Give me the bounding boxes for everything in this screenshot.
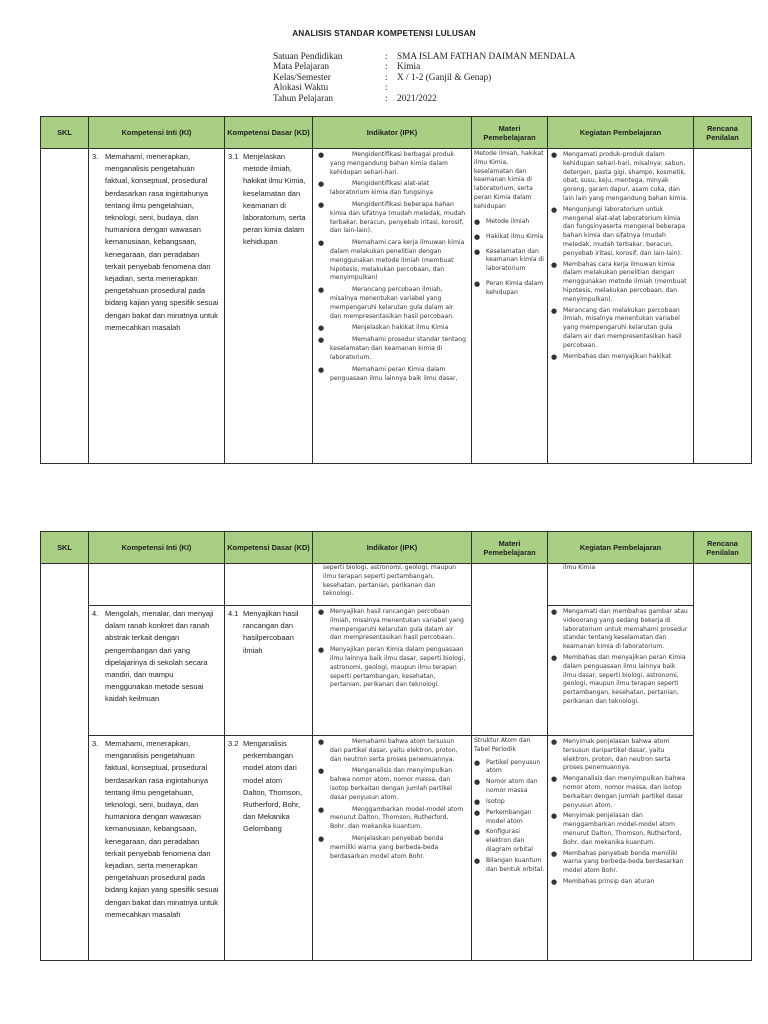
materi-text: Peran Kimia dalam kehidupan xyxy=(486,279,544,296)
list-item xyxy=(474,248,545,274)
kd-number: 3.2 xyxy=(228,739,239,748)
bullet-icon: ● xyxy=(318,834,325,843)
bullet-icon: ● xyxy=(474,758,481,767)
meta-row-alokasi xyxy=(273,83,576,93)
ipk-text: Merancang percobaan ilmiah, misalnya menentukan variabel yang mempengaruhi kelarutan gula dalam air dan mempresentasikan hasil percobaan. xyxy=(330,286,455,320)
ipk-cell xyxy=(313,736,472,961)
header-kegiatan: Kegiatan Pembelajaran xyxy=(548,532,694,564)
list-item xyxy=(318,767,466,802)
ipk-text: Menggambarkan model-model atom menurut Dalton, Thomson, Rutherford, Bohr, dan mekanika kuantum. xyxy=(330,805,464,831)
meta-sep: : xyxy=(385,93,388,104)
bullet-icon: ● xyxy=(551,608,558,616)
bullet-icon: ● xyxy=(318,180,325,189)
ki-cell xyxy=(89,606,225,736)
kegiatan-text: Mengunjungi laboratorium untuk mengenal alat-alat laboratorium kimia dan fungsinyaserta mengenal beberapa bahan kimia dan sifatnya (mudah meledak, mudah terbakar, beracun, penyebab iritasi, korosif, dan lain-lain). xyxy=(563,205,686,257)
kd-text: Menganalisis perkembangan model atom dari model atom Dalton, Thomson, Rutherford, Bohr, dan Mekanika Gelombang xyxy=(243,739,303,834)
list-item xyxy=(551,206,690,259)
list-item xyxy=(318,239,466,283)
list-item xyxy=(551,654,690,707)
materi-text: Perkembangan model atom xyxy=(486,808,532,825)
ipk-text: Menyajikan peran Kimia dalam penguasaan ilmu lainnya baik ilmu dasar, seperti biologi, astronomi, geologi, maupun ilmu terapan seperti pertambangan, kesehatan, pertanian, perikanan dan teknologi. xyxy=(330,646,466,689)
list-item xyxy=(318,366,466,384)
kegiatan-text: ilmu Kimia xyxy=(563,564,596,571)
ipk-cell xyxy=(313,564,472,606)
materi-text: Bilangan kuantum dan bentuk orbital. xyxy=(486,856,545,873)
bullet-icon: ● xyxy=(318,151,325,159)
materi-cell xyxy=(472,564,548,736)
materi-cell xyxy=(472,149,548,464)
ipk-text: Memahami peran Kimia dalam penguasaan ilmu lainnya baik ilmu dasar, xyxy=(330,365,458,382)
table-row xyxy=(41,564,752,606)
bullet-icon: ● xyxy=(474,279,481,288)
materi-text: Partikel penyusun atom xyxy=(486,758,541,775)
list-item xyxy=(318,201,466,236)
bullet-icon: ● xyxy=(474,808,481,817)
bullet-icon: ● xyxy=(551,352,558,361)
ipk-text: seperti biologi, astronomi, geologi, maupun ilmu terapan seperti pertambangan, kesehatan, pertanian, perikanan dan teknologi. xyxy=(323,564,457,598)
list-item xyxy=(318,835,466,861)
header-ki: Kompetensi Inti (KI) xyxy=(89,117,225,149)
bullet-icon: ● xyxy=(551,306,558,315)
materi-summary: Metode ilmiah, hakikat ilmu Kimia, keselamatan dan keamanan kimia di laboratorium, serta peran Kimia dalam kehidupan xyxy=(474,150,544,210)
document-meta xyxy=(273,52,576,104)
materi-cell xyxy=(472,736,548,961)
ki-number: 3. xyxy=(92,152,99,161)
ipk-text: Menyajikan hasil rancangan percobaan ilmiah, misalnya menentukan variabel yang mempengaruhi kelarutan gula dalam air dan mempresentasikan hasil percobaan. xyxy=(330,608,464,642)
bullet-icon: ● xyxy=(318,286,325,295)
kegiatan-text: Membahas cara kerja ilmuwan kimia dalam melakukan penelitian dengan menggunakan metode ilmiah (membuat hipotesis, melakukan percobaan, dan menyimpulkan). xyxy=(563,260,687,303)
kd-cell xyxy=(225,736,313,961)
list-item xyxy=(318,608,466,643)
ipk-cell xyxy=(313,606,472,736)
list-item xyxy=(474,778,545,796)
ki-number: 4. xyxy=(92,609,99,618)
list-item xyxy=(474,857,545,875)
materi-text: Konfigurasi elektron dan diagram orbital xyxy=(486,828,533,853)
kd-number: 4.1 xyxy=(228,609,239,618)
meta-row-mapel xyxy=(273,62,576,72)
list-item xyxy=(318,180,466,198)
list-item xyxy=(474,798,545,807)
kegiatan-text: Menganalisis dan menyimpulkan bahwa nomor atom, nomor massa, dan isotop berkaitan dengan jumlah partikel dasar penyusun atom. xyxy=(563,775,686,809)
list-item xyxy=(551,738,690,773)
bullet-icon: ● xyxy=(318,738,325,746)
list-item xyxy=(551,850,690,876)
list-item xyxy=(474,233,545,242)
kd-cell xyxy=(225,149,313,464)
meta-sep: : xyxy=(385,52,388,62)
list-item xyxy=(318,336,466,362)
ipk-text: Menganalisis dan menyimpulkan bahwa nomor atom, nomor massa, dan isotop berkaitan dengan jumlah partikel dasar penyusun atom. xyxy=(330,767,453,801)
meta-sep: : xyxy=(385,72,388,83)
meta-key: Kelas/Semester xyxy=(273,72,331,83)
kegiatan-cell xyxy=(548,736,694,961)
bullet-icon: ● xyxy=(551,260,558,269)
bullet-icon: ● xyxy=(474,217,481,226)
header-penilaian: Rencana Penilalan xyxy=(694,532,752,564)
ipk-text: Menjelaskan hakikat ilmu Kimia xyxy=(352,324,449,332)
bullet-icon: ● xyxy=(318,200,325,209)
meta-value: 2021/2022 xyxy=(397,93,437,104)
list-item xyxy=(551,812,690,847)
kegiatan-text: Membahas dan menyajikan hakikat xyxy=(563,352,672,360)
header-kd: Kompetensi Dasar (KD) xyxy=(225,117,313,149)
list-item xyxy=(551,878,690,887)
bullet-icon: ● xyxy=(551,205,558,214)
header-skl: SKL xyxy=(41,117,89,149)
meta-value: X / 1-2 (Ganjil & Genap) xyxy=(397,72,492,83)
penilaian-cell xyxy=(694,564,752,961)
bullet-icon: ● xyxy=(318,646,325,655)
kegiatan-text: Membahas dan menyajikan peran Kimia dalam penguasaan ilmu lainnya baik ilmu dasar, seperti biologi, astronomi, geologi, maupun ilmu terapan seperti pertambangan, kesehatan, pertanian, perikanan dan teknologi. xyxy=(563,653,686,705)
bullet-icon: ● xyxy=(551,877,558,886)
penilaian-cell xyxy=(694,149,752,464)
meta-key: Mata Pelajaran xyxy=(273,62,330,73)
list-item xyxy=(551,353,690,362)
competency-table-1 xyxy=(40,116,752,464)
kd-cell xyxy=(225,564,313,606)
ki-cell xyxy=(89,736,225,961)
list-item xyxy=(318,646,466,690)
meta-key: Alokasi Waktu xyxy=(273,83,329,94)
materi-text: Keselamatan dan keamanan kimia di laboratorium xyxy=(486,247,544,273)
bullet-icon: ● xyxy=(318,239,325,248)
kegiatan-cell xyxy=(548,564,694,606)
bullet-icon: ● xyxy=(474,797,481,806)
ki-number: 3. xyxy=(92,739,99,748)
ki-text: Memahami, menerapkan, menganalisis pengetahuan faktual, konseptual, prosedural berdasarkan rasa ingintahunya tentang ilmu pengetahuan, teknologi, seni, budaya, dan humaniora dengan wawasan kemanusiaan, kebangsaan, kenegaraan, dan peradaban terkait penyebab fenomena dan kejadian, serta menerapkan pengetahuan prosedural pada bidang kajian yang spesifik sesuai dengan bakat dan minatnya untuk memecahkan masalah xyxy=(105,739,219,919)
bullet-icon: ● xyxy=(551,812,558,821)
table-header-row xyxy=(41,117,752,149)
header-penilaian: Rencana Penilalan xyxy=(694,117,752,149)
list-item xyxy=(474,218,545,227)
list-item xyxy=(474,759,545,777)
bullet-icon: ● xyxy=(551,653,558,662)
list-item xyxy=(474,809,545,827)
list-item xyxy=(551,261,690,305)
header-ki: Kompetensi Inti (KI) xyxy=(89,532,225,564)
meta-row-tahun xyxy=(273,94,576,104)
bullet-icon: ● xyxy=(474,247,481,256)
header-ipk: Indikator (IPK) xyxy=(313,117,472,149)
kegiatan-text: Mengamati produk-produk dalam kehidupan sehari-hari, misalnya: sabun, detergen, pasta gigi, shampo, kosmetik, obat, susu, keju, mentega, minyak goreng, garam dapur, asam cuka, dan lain lain yang mengandung bahan kimia. xyxy=(563,151,688,202)
table-row xyxy=(41,606,752,736)
ipk-text: Memahami cara kerja ilmuwan kimia dalam melakukan penelitian dengan menggunakan metode ilmiah (membuat hipotesis, melakukan percobaan, dan menyimpulkan) xyxy=(330,239,465,282)
list-item xyxy=(551,307,690,351)
header-skl: SKL xyxy=(41,532,89,564)
table-header-row xyxy=(41,532,752,564)
header-kd: Kompetensi Dasar (KD) xyxy=(225,532,313,564)
kd-number: 3.1 xyxy=(228,152,239,161)
ipk-text: Mengidentifikasi beberapa bahan kimia dan sifatnya (mudah meledak, mudah terbakar, beracun, penyebab iritasi, korosif, dan lain-lain). xyxy=(330,200,466,235)
list-item xyxy=(551,775,690,810)
kegiatan-cell xyxy=(548,149,694,464)
bullet-icon: ● xyxy=(474,778,481,787)
kegiatan-text: Merancang dan melakukan percobaan ilmiah, misalnya menentukan variabel yang mempengaruhi kelarutan gula dalam air dan mempresentasikan hasil percobaan. xyxy=(563,306,682,349)
materi-text: Isotop xyxy=(486,797,505,805)
meta-value: Kimia xyxy=(397,62,421,73)
kegiatan-text: Menyimak penjelasan dan menggambarkan model-model atom menurut Dalton, Thomson, Rutherford, Bohr, dan mekanika kuantum. xyxy=(563,812,682,846)
list-item xyxy=(318,324,466,333)
kegiatan-text: Membahas prinsip dan aturan xyxy=(563,877,655,885)
bullet-icon: ● xyxy=(318,767,325,776)
kd-text: Menyajikan hasil rancangan dan hasilpercobaan ilmiah xyxy=(243,609,299,655)
list-item xyxy=(551,151,690,204)
meta-sep: : xyxy=(385,62,388,73)
ki-cell xyxy=(89,149,225,464)
bullet-icon: ● xyxy=(474,828,481,837)
list-item xyxy=(551,608,690,652)
materi-summary: Struktur Atom dan Tabel Periodik xyxy=(474,737,531,753)
meta-row-satuan xyxy=(273,52,576,62)
header-materi: Materi Pemebelajaran xyxy=(472,532,548,564)
materi-text: Hakikat ilmu Kimia xyxy=(486,232,544,240)
ipk-text: Menjelaskan penyebab benda memiliki warna yang berbeda-beda berdasarkan model atom Bohr. xyxy=(330,834,444,860)
ipk-text: Mengidentifikasi berbagai produk yang mengandung bahan kimia dalam kehidupan sehari-hari. xyxy=(330,151,454,176)
skl-cell xyxy=(41,564,89,961)
meta-key: Tahun Pelajaran xyxy=(273,93,334,104)
meta-row-kelas xyxy=(273,73,576,83)
skl-cell xyxy=(41,149,89,464)
meta-sep: : xyxy=(385,83,388,94)
list-item xyxy=(318,151,466,177)
materi-text: Metode ilmiah xyxy=(486,217,530,225)
kd-cell xyxy=(225,606,313,736)
bullet-icon: ● xyxy=(474,856,481,865)
ipk-cell xyxy=(313,149,472,464)
ki-text: Mengolah, menalar, dan menyaji dalam ranah konkret dan ranah abstrak terkait dengan pengembangan dari yang dipelajarinya di sekolah secara mandiri, dan mampu menggunakan metode sesuai kaidah keilmuan xyxy=(105,609,214,704)
list-item xyxy=(318,286,466,321)
ki-cell xyxy=(89,564,225,606)
kegiatan-cell xyxy=(548,606,694,736)
bullet-icon: ● xyxy=(318,324,325,333)
ipk-text: Memahami bahwa atom tersusun dari partikel dasar, yaitu elektron, proton, dan neutron serta proses penemuannya. xyxy=(330,738,458,763)
bullet-icon: ● xyxy=(318,365,325,374)
list-item xyxy=(318,806,466,832)
bullet-icon: ● xyxy=(551,738,558,746)
bullet-icon: ● xyxy=(474,232,481,241)
bullet-icon: ● xyxy=(551,151,558,159)
header-kegiatan: Kegiatan Pembelajaran xyxy=(548,117,694,149)
list-item xyxy=(318,738,466,764)
bullet-icon: ● xyxy=(318,608,325,616)
ipk-text: Memahami prosedur standar tentang keselamatan dan keamanan kimia di laboratorium. xyxy=(330,336,466,361)
table-row xyxy=(41,736,752,961)
kegiatan-text: Membahas penyebab benda memiliki warna yang berbeda-beda berdasarkan model atom Bohr. xyxy=(563,849,684,875)
table-row xyxy=(41,149,752,464)
kegiatan-text: Menyimak penjelasan bahwa atom tersusun daripartikel dasar, yaitu elektron, proton, dan neutron serta proses penemuannya. xyxy=(563,738,671,772)
header-materi: Materi Pemebelajaran xyxy=(472,117,548,149)
kd-text: Menjelaskan metode ilmiah, hakikat ilmu Kimia, keselamatan dan keamanan di laboratorium, serta peran kimia dalam kehidupan xyxy=(243,152,306,247)
meta-key: Satuan Pendidikan xyxy=(273,52,343,62)
bullet-icon: ● xyxy=(318,336,325,345)
ipk-text: Mengidentifikasi alat-alat laboratorium kimia dan fungsinya xyxy=(330,180,434,197)
bullet-icon: ● xyxy=(551,775,558,784)
list-item xyxy=(474,828,545,854)
bullet-icon: ● xyxy=(318,805,325,814)
list-item xyxy=(474,280,545,298)
bullet-icon: ● xyxy=(551,849,558,858)
meta-value: SMA ISLAM FATHAN DAIMAN MENDALA xyxy=(397,52,576,62)
materi-text: Nomor atom dan nomor massa xyxy=(486,778,538,794)
competency-table-2 xyxy=(40,531,752,961)
document-title: ANALISIS STANDAR KOMPETENSI LULUSAN xyxy=(292,28,476,38)
header-ipk: Indikator (IPK) xyxy=(313,532,472,564)
kegiatan-text: Mengamati dan membahas gambar atau videoorang yang sedang bekerja di laboratorium untuk memahami prosedur standar tentang keselamatan dan keamanan kimia di laboratorium. xyxy=(563,608,688,651)
ki-text: Memahami, menerapkan, menganalisis pengetahuan faktual, konseptual, prosedural berdasarkan rasa ingintahunya tentang ilmu pengetahuan, teknologi, seni, budaya, dan humaniora dengan wawasan kemanusiaan, kebangsaan, kenegaraan, dan peradaban terkait penyebab fenomena dan kejadian, serta menerapkan pengetahuan prosedural pada bidang kajian yang spesifik sesuai dengan bakat dan minatnya untuk memecahkan masalah xyxy=(105,152,219,332)
